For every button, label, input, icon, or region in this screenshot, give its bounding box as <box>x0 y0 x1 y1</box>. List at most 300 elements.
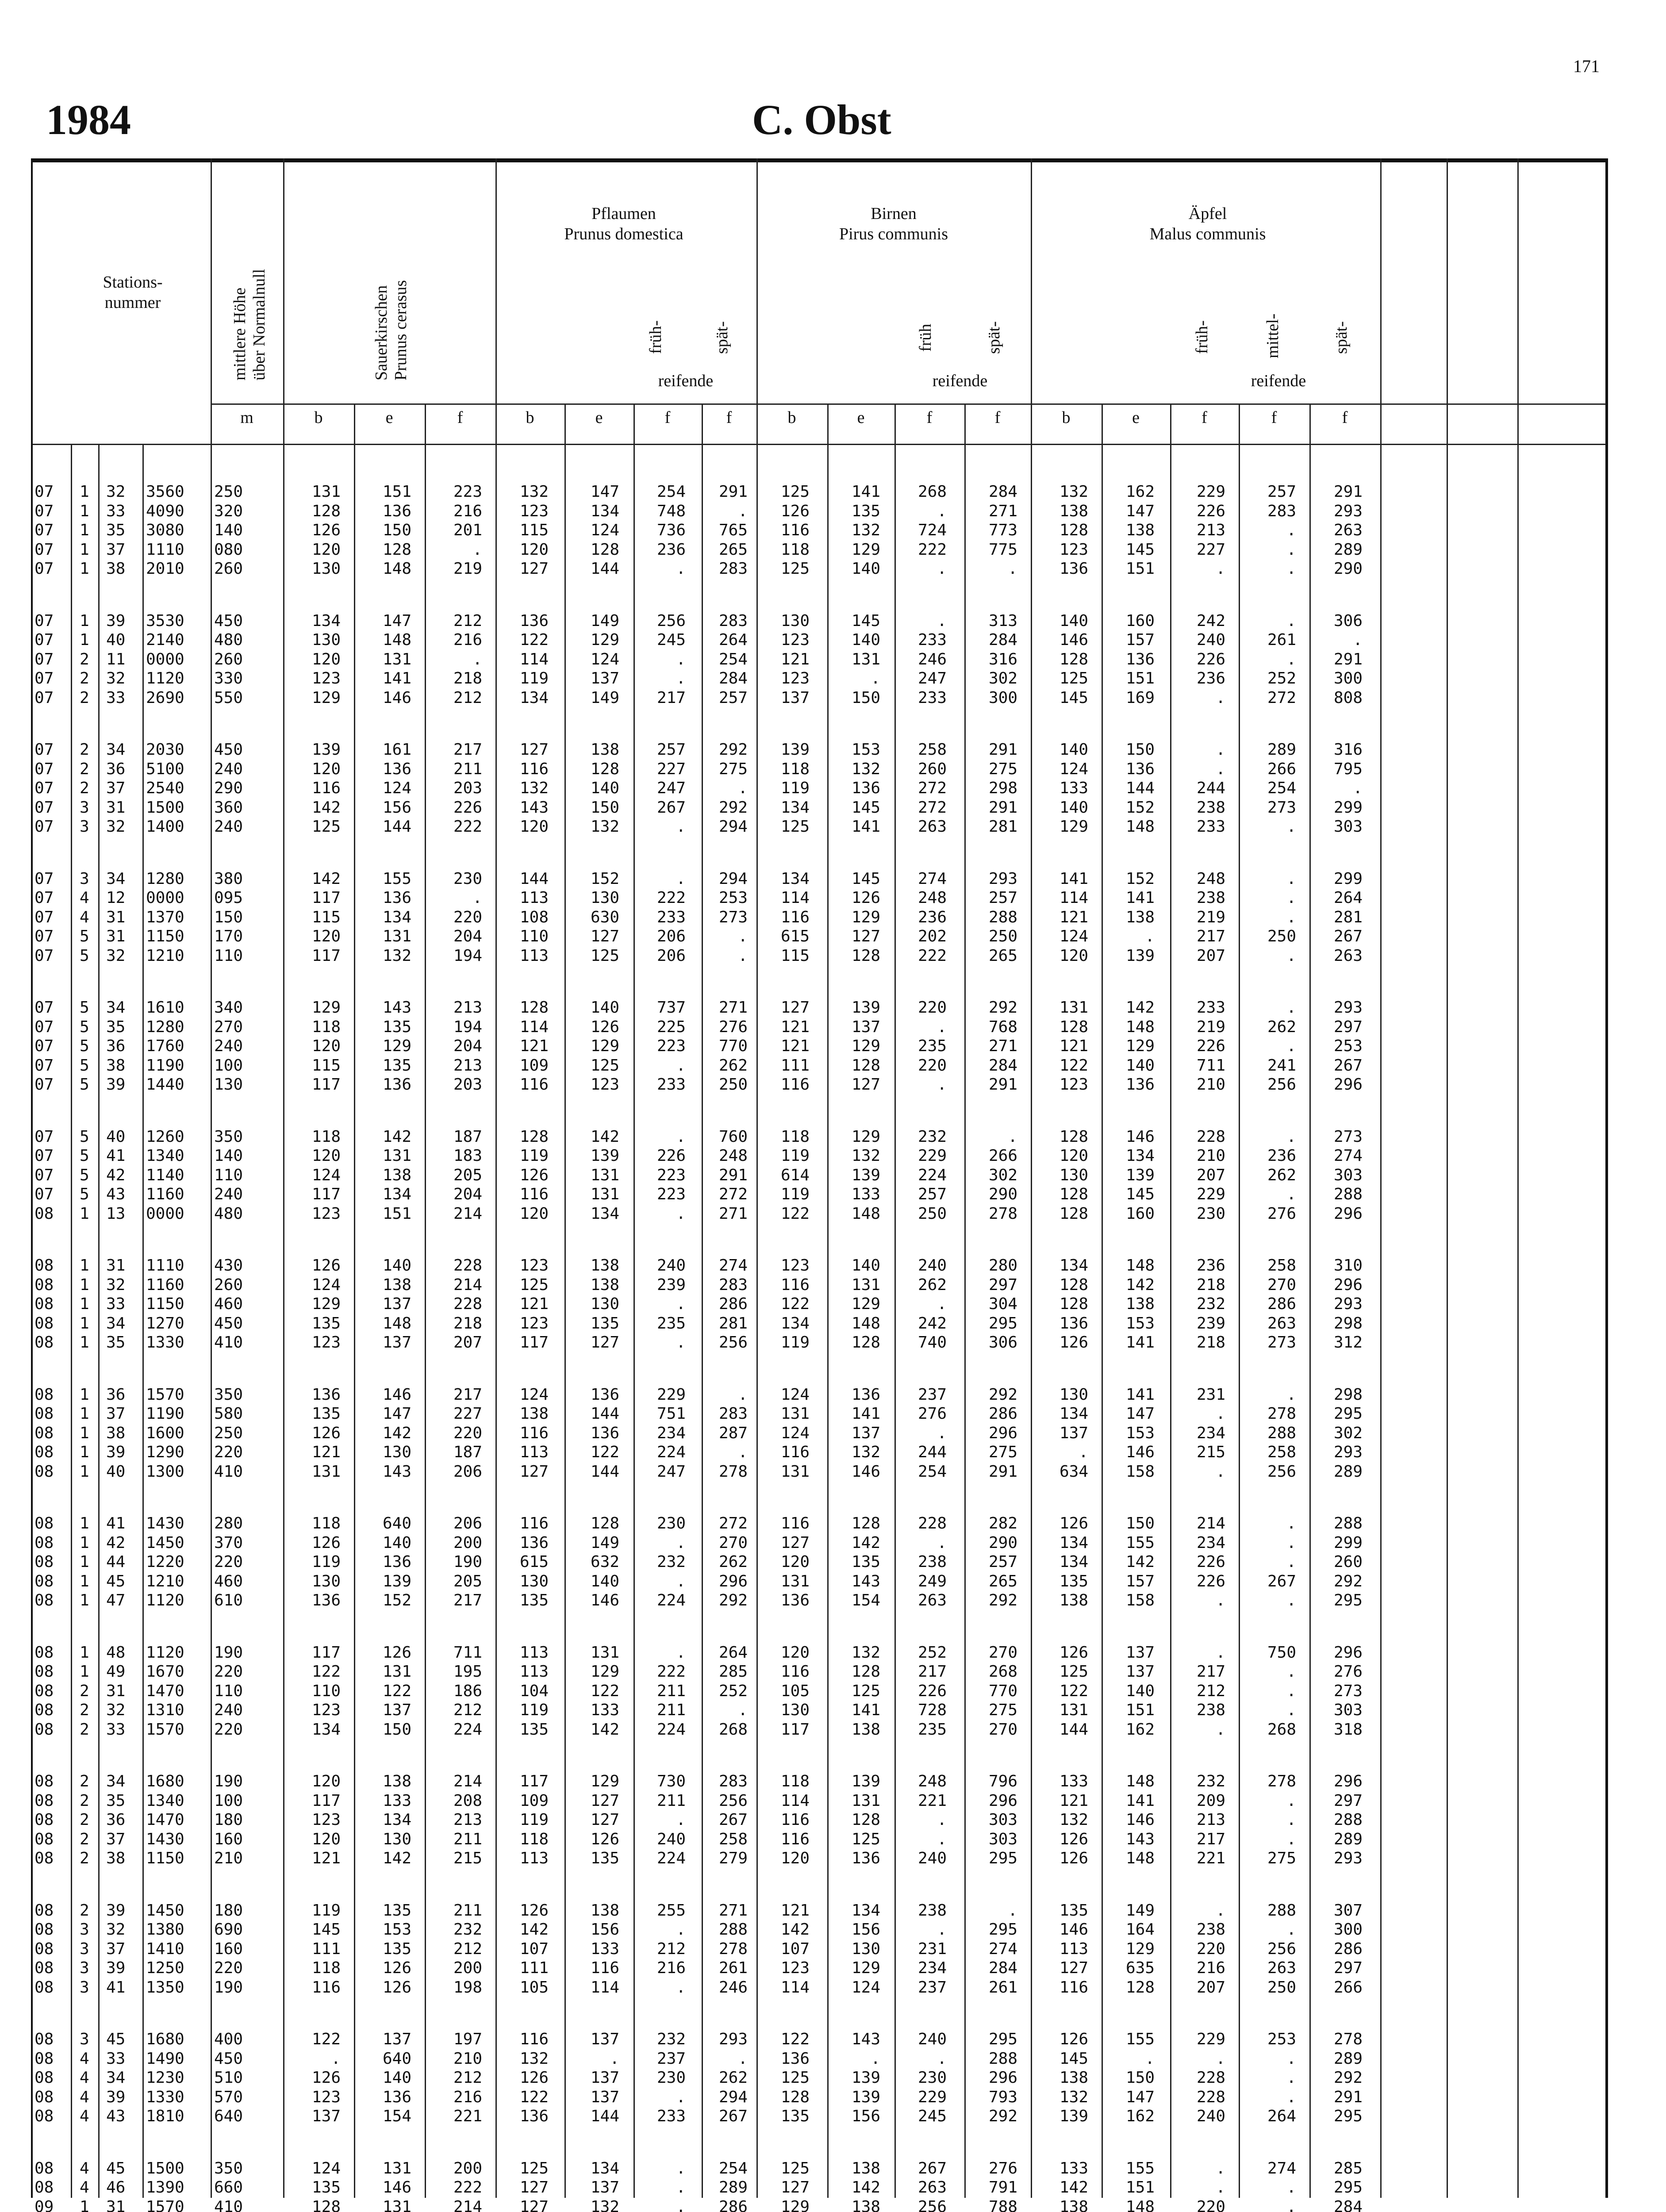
table-cell: 080 <box>214 540 243 559</box>
table-cell: 116 <box>519 1185 549 1203</box>
table-cell: 262 <box>1267 1018 1296 1036</box>
table-cell: 134 <box>1059 1533 1088 1552</box>
table-cell: . <box>738 927 748 945</box>
table-cell: . <box>738 1701 748 1719</box>
table-cell: 124 <box>382 779 411 797</box>
table-cell: 114 <box>780 889 810 907</box>
table-cell: 214 <box>453 2197 482 2212</box>
table-cell: 299 <box>1333 1533 1363 1552</box>
table-cell: 634 <box>1059 1462 1088 1481</box>
table-cell: 1600 <box>146 1424 184 1442</box>
table-cell: 240 <box>656 1256 686 1275</box>
table-cell: 07 <box>35 1056 54 1075</box>
table-cell: 116 <box>780 1663 810 1681</box>
column-rule <box>894 403 896 2198</box>
table-cell: . <box>676 1572 686 1590</box>
table-cell: 132 <box>519 2049 549 2068</box>
table-cell: 45 <box>106 1572 126 1590</box>
table-cell: 1 <box>80 1333 89 1352</box>
table-cell: 113 <box>1059 1939 1088 1958</box>
table-cell: 286 <box>1267 1295 1296 1313</box>
unit-label: e <box>595 408 603 427</box>
unit-label: f <box>457 408 463 427</box>
table-cell: 41 <box>106 1514 126 1532</box>
table-cell: 120 <box>311 650 341 668</box>
table-cell: 134 <box>780 1314 810 1333</box>
table-cell: 292 <box>988 1385 1017 1404</box>
table-cell: 120 <box>780 1643 810 1662</box>
table-cell: 5 <box>80 1075 89 1094</box>
table-cell: 261 <box>718 1959 748 1977</box>
unit-label: e <box>385 408 393 427</box>
table-cell: 212 <box>453 611 482 630</box>
table-cell: 244 <box>917 1443 947 1461</box>
table-cell: 207 <box>1196 1166 1225 1184</box>
table-cell: 105 <box>780 1682 810 1700</box>
table-cell: 128 <box>519 998 549 1017</box>
table-cell: 227 <box>656 760 686 778</box>
table-cell: 151 <box>382 1204 411 1223</box>
table-cell: 3 <box>80 1939 89 1958</box>
table-cell: 292 <box>718 741 748 759</box>
table-cell: 148 <box>1125 818 1155 836</box>
table-cell: 410 <box>214 1333 243 1352</box>
table-cell: 229 <box>1196 483 1225 501</box>
table-cell: 115 <box>780 946 810 965</box>
table-cell: 128 <box>590 760 619 778</box>
table-cell: . <box>1216 1720 1225 1739</box>
table-cell: 39 <box>106 1443 126 1461</box>
table-cell: 258 <box>917 741 947 759</box>
table-cell: 146 <box>851 1462 880 1481</box>
table-cell: 276 <box>917 1405 947 1423</box>
table-cell: 122 <box>519 2088 549 2106</box>
table-cell: 34 <box>106 1772 126 1790</box>
table-cell: 0000 <box>146 889 184 907</box>
table-cell: . <box>676 669 686 687</box>
table-cell: 1 <box>80 1514 89 1532</box>
table-cell: 3 <box>80 2030 89 2048</box>
table-cell: 294 <box>718 818 748 836</box>
table-cell: 134 <box>382 1811 411 1829</box>
table-cell: 124 <box>780 1385 810 1404</box>
table-cell: 250 <box>718 1075 748 1094</box>
table-cell: 130 <box>214 1075 243 1094</box>
table-cell: 08 <box>35 1701 54 1719</box>
table-cell: 226 <box>656 1147 686 1165</box>
table-cell: 291 <box>718 1166 748 1184</box>
table-cell: 221 <box>917 1791 947 1810</box>
table-cell: 49 <box>106 1663 126 1681</box>
table-cell: 220 <box>917 998 947 1017</box>
table-cell: 116 <box>780 1514 810 1532</box>
table-cell: 131 <box>382 1147 411 1165</box>
table-cell: 296 <box>1333 1772 1363 1790</box>
table-cell: 760 <box>718 1127 748 1146</box>
table-cell: 152 <box>1125 798 1155 817</box>
table-cell: 136 <box>590 1385 619 1404</box>
column-rule <box>827 403 829 2198</box>
table-cell: 128 <box>851 1333 880 1352</box>
table-cell: 128 <box>1059 1185 1088 1203</box>
table-cell: 297 <box>1333 1959 1363 1977</box>
table-cell: 140 <box>382 2069 411 2087</box>
table-cell: 135 <box>851 1553 880 1571</box>
table-cell: 3 <box>80 798 89 817</box>
plum-late-label: spät- <box>713 321 731 354</box>
table-cell: 133 <box>1059 2159 1088 2177</box>
table-cell: 232 <box>453 1920 482 1939</box>
table-cell: 1 <box>80 1462 89 1481</box>
table-cell: 156 <box>382 798 411 817</box>
table-cell: . <box>1079 1443 1088 1461</box>
table-cell: 736 <box>656 521 686 539</box>
table-frame <box>31 158 1608 2198</box>
table-cell: 32 <box>106 818 126 836</box>
table-cell: 228 <box>917 1514 947 1532</box>
table-cell: 226 <box>1196 1572 1225 1590</box>
table-cell: 161 <box>382 741 411 759</box>
table-cell: 142 <box>1125 1275 1155 1294</box>
table-cell: 283 <box>718 1275 748 1294</box>
table-cell: 233 <box>917 688 947 707</box>
table-cell: 1120 <box>146 669 184 687</box>
apple-early-label: früh- <box>1193 320 1211 354</box>
table-cell: 07 <box>35 560 54 578</box>
table-cell: 144 <box>519 869 549 888</box>
table-cell: 264 <box>1333 889 1363 907</box>
table-cell: 37 <box>106 1939 126 1958</box>
table-cell: 204 <box>453 1037 482 1055</box>
table-cell: 240 <box>917 1256 947 1275</box>
table-cell: 141 <box>1125 889 1155 907</box>
table-cell: 237 <box>917 1385 947 1404</box>
table-cell: 35 <box>106 1018 126 1036</box>
table-cell: 242 <box>1196 611 1225 630</box>
table-cell: 144 <box>590 1462 619 1481</box>
table-cell: 295 <box>988 1920 1017 1939</box>
table-cell: 125 <box>780 483 810 501</box>
table-cell: 0000 <box>146 650 184 668</box>
table-cell: . <box>1216 2159 1225 2177</box>
table-cell: 154 <box>851 1591 880 1609</box>
table-cell: 131 <box>590 1643 619 1662</box>
table-cell: 217 <box>1196 1663 1225 1681</box>
table-cell: . <box>1216 1901 1225 1920</box>
table-cell: 450 <box>214 611 243 630</box>
table-cell: 288 <box>1267 1901 1296 1920</box>
table-cell: 1 <box>80 1424 89 1442</box>
table-cell: 150 <box>851 688 880 707</box>
table-cell: 124 <box>1059 760 1088 778</box>
table-cell: 211 <box>656 1791 686 1810</box>
unit-label: f <box>1342 408 1348 427</box>
table-cell: 235 <box>656 1314 686 1333</box>
table-cell: 288 <box>988 2049 1017 2068</box>
table-cell: 129 <box>590 1037 619 1055</box>
table-cell: 217 <box>917 1663 947 1681</box>
table-cell: 254 <box>656 483 686 501</box>
table-cell: . <box>1286 1533 1296 1552</box>
table-cell: 265 <box>988 946 1017 965</box>
table-cell: 129 <box>851 1959 880 1977</box>
table-cell: 200 <box>453 1533 482 1552</box>
table-cell: 242 <box>917 1314 947 1333</box>
table-cell: 263 <box>917 2178 947 2197</box>
table-cell: 1300 <box>146 1462 184 1481</box>
table-cell: 135 <box>1059 1901 1088 1920</box>
table-cell: 132 <box>590 818 619 836</box>
table-cell: 117 <box>311 1075 341 1094</box>
table-cell: 134 <box>780 798 810 817</box>
table-cell: 204 <box>453 1185 482 1203</box>
table-cell: 210 <box>1196 1075 1225 1094</box>
table-cell: . <box>1286 1791 1296 1810</box>
table-cell: 122 <box>590 1682 619 1700</box>
table-cell: 1 <box>80 1275 89 1294</box>
table-cell: 1270 <box>146 1314 184 1333</box>
table-cell: 207 <box>1196 1978 1225 1997</box>
table-cell: 213 <box>1196 1811 1225 1829</box>
table-cell: 117 <box>780 1720 810 1739</box>
table-cell: 128 <box>519 1127 549 1146</box>
table-cell: 137 <box>780 688 810 707</box>
table-cell: 5 <box>80 946 89 965</box>
table-cell: 136 <box>311 1591 341 1609</box>
table-cell: 2690 <box>146 688 184 707</box>
table-cell: 138 <box>382 1772 411 1790</box>
table-cell: 773 <box>988 521 1017 539</box>
table-cell: 127 <box>780 2178 810 2197</box>
table-cell: 285 <box>718 1663 748 1681</box>
table-cell: 275 <box>988 1443 1017 1461</box>
table-cell: 126 <box>519 1166 549 1184</box>
table-cell: 129 <box>382 1037 411 1055</box>
table-cell: 145 <box>851 869 880 888</box>
table-cell: 139 <box>311 741 341 759</box>
table-cell: 190 <box>214 1643 243 1662</box>
table-cell: 1470 <box>146 1811 184 1829</box>
table-cell: 129 <box>1125 1939 1155 1958</box>
table-cell: 292 <box>1333 2069 1363 2087</box>
table-cell: 160 <box>214 1830 243 1848</box>
table-cell: 1 <box>80 502 89 520</box>
table-cell: 120 <box>519 1204 549 1223</box>
table-cell: 290 <box>1333 560 1363 578</box>
table-cell: . <box>1286 560 1296 578</box>
table-cell: 109 <box>519 1791 549 1810</box>
table-cell: . <box>1286 946 1296 965</box>
table-cell: . <box>1286 889 1296 907</box>
table-cell: 140 <box>1059 798 1088 817</box>
table-cell: 130 <box>382 1443 411 1461</box>
table-cell: 1 <box>80 560 89 578</box>
table-cell: 640 <box>214 2107 243 2125</box>
table-cell: 131 <box>1059 998 1088 1017</box>
table-cell: 253 <box>1267 2030 1296 2048</box>
table-cell: 37 <box>106 1405 126 1423</box>
table-cell: . <box>1286 2197 1296 2212</box>
table-cell: . <box>676 1978 686 1997</box>
table-cell: 125 <box>590 1056 619 1075</box>
table-cell: 138 <box>590 1901 619 1920</box>
table-cell: 278 <box>718 1462 748 1481</box>
table-cell: 273 <box>1333 1682 1363 1700</box>
table-cell: 290 <box>988 1185 1017 1203</box>
table-cell: 146 <box>1059 1920 1088 1939</box>
table-cell: . <box>1286 1553 1296 1571</box>
table-cell: 268 <box>718 1720 748 1739</box>
table-cell: 140 <box>214 521 243 539</box>
table-cell: 226 <box>453 798 482 817</box>
table-cell: 150 <box>382 1720 411 1739</box>
table-cell: 1330 <box>146 2088 184 2106</box>
table-cell: 136 <box>519 2107 549 2125</box>
table-cell: 226 <box>1196 1037 1225 1055</box>
table-cell: 143 <box>382 998 411 1017</box>
table-cell: 4 <box>80 2088 89 2106</box>
table-cell: 270 <box>1267 1275 1296 1294</box>
table-cell: . <box>937 1075 947 1094</box>
table-cell: 234 <box>1196 1424 1225 1442</box>
table-cell: 615 <box>780 927 810 945</box>
table-cell: 283 <box>718 560 748 578</box>
table-cell: 292 <box>988 2107 1017 2125</box>
table-cell: 136 <box>1125 1075 1155 1094</box>
column-rule <box>1309 403 1311 2198</box>
table-cell: 139 <box>382 1572 411 1590</box>
table-cell: 293 <box>718 2030 748 2048</box>
table-cell: 144 <box>1125 779 1155 797</box>
table-cell: 236 <box>1267 1147 1296 1165</box>
table-cell: 137 <box>590 2069 619 2087</box>
table-cell: 120 <box>1059 1147 1088 1165</box>
table-cell: 5 <box>80 927 89 945</box>
table-cell: 194 <box>453 1018 482 1036</box>
table-cell: 46 <box>106 2178 126 2197</box>
table-cell: 141 <box>1125 1333 1155 1352</box>
table-cell: 296 <box>988 2069 1017 2087</box>
table-cell: 131 <box>311 483 341 501</box>
table-cell: 129 <box>311 1295 341 1313</box>
table-cell: 206 <box>453 1462 482 1481</box>
table-cell: 268 <box>1267 1720 1296 1739</box>
table-cell: 136 <box>1059 560 1088 578</box>
table-cell: . <box>937 1295 947 1313</box>
table-cell: 219 <box>1196 1018 1225 1036</box>
table-cell: 095 <box>214 889 243 907</box>
table-cell: 190 <box>453 1553 482 1571</box>
table-cell: 224 <box>656 1591 686 1609</box>
table-cell: 1450 <box>146 1901 184 1920</box>
table-cell: 07 <box>35 1147 54 1165</box>
table-cell: 07 <box>35 869 54 888</box>
table-cell: 135 <box>382 1018 411 1036</box>
table-cell: 690 <box>214 1920 243 1939</box>
table-cell: 08 <box>35 1295 54 1313</box>
table-cell: 316 <box>988 650 1017 668</box>
table-cell: . <box>472 889 482 907</box>
table-cell: 126 <box>311 521 341 539</box>
column-rule <box>964 403 966 2198</box>
table-cell: 245 <box>917 2107 947 2125</box>
table-cell: 195 <box>453 1663 482 1681</box>
table-cell: 137 <box>590 2088 619 2106</box>
table-cell: . <box>1145 927 1155 945</box>
table-cell: 274 <box>718 1256 748 1275</box>
table-cell: 08 <box>35 1682 54 1700</box>
table-cell: 295 <box>988 1849 1017 1867</box>
table-cell: 126 <box>382 1643 411 1662</box>
table-cell: 123 <box>519 1256 549 1275</box>
table-cell: . <box>676 2088 686 2106</box>
table-cell: 238 <box>1196 1701 1225 1719</box>
table-cell: 38 <box>106 560 126 578</box>
table-cell: 218 <box>453 1314 482 1333</box>
table-cell: 1220 <box>146 1553 184 1571</box>
table-cell: 273 <box>718 908 748 926</box>
table-cell: 261 <box>988 1978 1017 1997</box>
table-cell: 254 <box>718 2159 748 2177</box>
table-cell: 131 <box>780 1405 810 1423</box>
table-cell: 290 <box>988 1533 1017 1552</box>
table-cell: . <box>738 1385 748 1404</box>
pear-late-label: spät- <box>985 321 1003 354</box>
table-cell: 138 <box>590 741 619 759</box>
table-cell: 07 <box>35 669 54 687</box>
table-cell: 135 <box>311 1405 341 1423</box>
table-cell: 131 <box>780 1572 810 1590</box>
table-cell: 121 <box>1059 1791 1088 1810</box>
table-cell: 137 <box>382 1295 411 1313</box>
table-cell: 295 <box>1333 1405 1363 1423</box>
table-cell: 227 <box>1196 540 1225 559</box>
table-cell: 284 <box>1333 2197 1363 2212</box>
column-rule <box>1239 403 1240 2198</box>
table-cell: 129 <box>851 1037 880 1055</box>
table-cell: 220 <box>214 1720 243 1739</box>
table-cell: 292 <box>718 1591 748 1609</box>
table-cell: 07 <box>35 521 54 539</box>
apple-late-label: spät- <box>1332 321 1351 354</box>
table-cell: . <box>1286 1037 1296 1055</box>
table-cell: 263 <box>1333 521 1363 539</box>
table-cell: 1430 <box>146 1830 184 1848</box>
table-cell: 205 <box>453 1572 482 1590</box>
table-cell: 295 <box>1333 2178 1363 2197</box>
table-cell: 146 <box>1125 1443 1155 1461</box>
table-cell: 126 <box>1059 1333 1088 1352</box>
page-number: 171 <box>1573 56 1600 76</box>
table-cell: 212 <box>453 2069 482 2087</box>
table-cell: 117 <box>311 1791 341 1810</box>
table-cell: 148 <box>1125 1772 1155 1790</box>
table-cell: 278 <box>988 1204 1017 1223</box>
table-cell: 32 <box>106 1275 126 1294</box>
table-cell: 257 <box>917 1185 947 1203</box>
table-cell: . <box>1286 611 1296 630</box>
table-cell: 1250 <box>146 1959 184 1977</box>
table-cell: 07 <box>35 798 54 817</box>
table-cell: 137 <box>590 669 619 687</box>
table-cell: 632 <box>590 1553 619 1571</box>
table-cell: 146 <box>1125 1811 1155 1829</box>
table-cell: 140 <box>382 1533 411 1552</box>
table-cell: 138 <box>519 1405 549 1423</box>
table-cell: 5 <box>80 1166 89 1184</box>
table-cell: 40 <box>106 1462 126 1481</box>
table-cell: 33 <box>106 1720 126 1739</box>
